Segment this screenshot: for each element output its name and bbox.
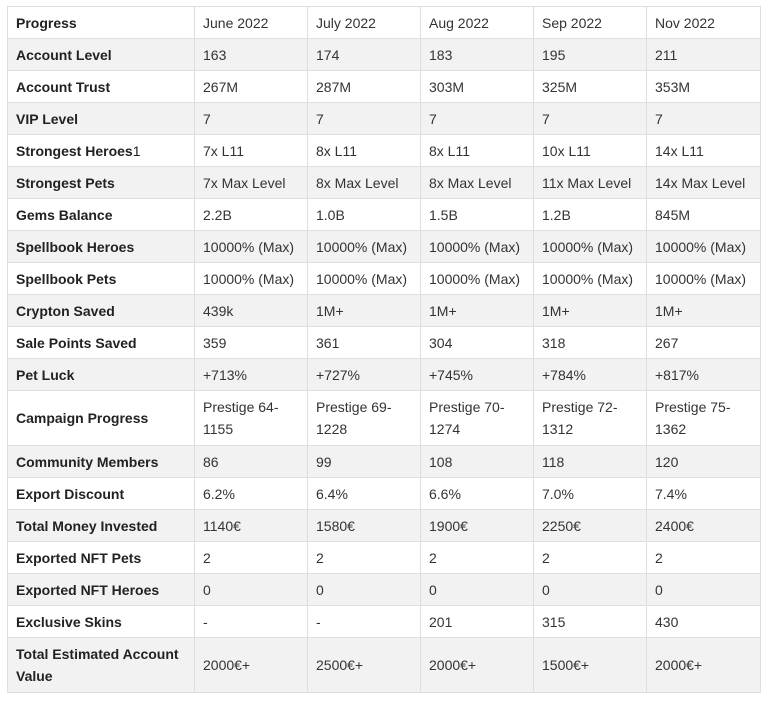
row-label-text: Strongest Pets — [16, 174, 115, 191]
table-cell: 267M — [195, 71, 308, 103]
header-cell: Aug 2022 — [421, 7, 534, 39]
table-cell: Prestige 72-1312 — [534, 391, 647, 446]
table-cell: 120 — [647, 446, 761, 478]
table-cell: 1.2B — [534, 199, 647, 231]
table-cell: 7 — [421, 103, 534, 135]
table-cell: 439k — [195, 295, 308, 327]
table-cell: 174 — [308, 39, 421, 71]
table-cell: 1M+ — [421, 295, 534, 327]
table-cell: 14x Max Level — [647, 167, 761, 199]
table-cell: 201 — [421, 606, 534, 638]
table-cell: 325M — [534, 71, 647, 103]
table-cell: 10000% (Max) — [195, 263, 308, 295]
table-cell: 303M — [421, 71, 534, 103]
table-cell: 14x L11 — [647, 135, 761, 167]
table-cell: 304 — [421, 327, 534, 359]
table-row — [8, 638, 761, 693]
table-row — [8, 103, 761, 135]
table-cell: 7 — [534, 103, 647, 135]
table-cell: 108 — [421, 446, 534, 478]
table-cell: 845M — [647, 199, 761, 231]
table-cell: 287M — [308, 71, 421, 103]
row-label — [8, 542, 195, 574]
table-cell: 10x L11 — [534, 135, 647, 167]
row-label — [8, 606, 195, 638]
table-cell: 0 — [421, 574, 534, 606]
table-cell: 8x L11 — [308, 135, 421, 167]
row-label-text: Exported NFT Pets — [16, 549, 142, 566]
row-label — [8, 263, 195, 295]
header-cell: Sep 2022 — [534, 7, 647, 39]
table-cell: 86 — [195, 446, 308, 478]
table-cell: 2500€+ — [308, 638, 421, 693]
header-cell: Nov 2022 — [647, 7, 761, 39]
row-label — [8, 446, 195, 478]
table-cell: 10000% (Max) — [421, 231, 534, 263]
table-cell: 2000€+ — [647, 638, 761, 693]
table-cell: +784% — [534, 359, 647, 391]
table-cell: 7 — [308, 103, 421, 135]
table-cell: +713% — [195, 359, 308, 391]
row-label-text: Sale Points Saved — [16, 334, 137, 351]
header-cell: June 2022 — [195, 7, 308, 39]
row-label-text: Crypton Saved — [16, 302, 115, 319]
row-label — [8, 135, 195, 167]
row-label-text: Account Level — [16, 46, 112, 63]
row-label-text: Account Trust — [16, 78, 111, 95]
table-cell: 7 — [195, 103, 308, 135]
table-cell: 2000€+ — [421, 638, 534, 693]
row-label — [8, 391, 195, 446]
table-cell: 1900€ — [421, 510, 534, 542]
row-label-text: Community Members — [16, 453, 159, 470]
table-row — [8, 391, 761, 446]
table-cell: 10000% (Max) — [534, 263, 647, 295]
table-cell: 10000% (Max) — [421, 263, 534, 295]
table-row — [8, 327, 761, 359]
row-label-text: Spellbook Heroes — [16, 238, 135, 255]
table-cell: 1140€ — [195, 510, 308, 542]
table-cell: 353M — [647, 71, 761, 103]
row-label — [8, 295, 195, 327]
table-cell: 8x Max Level — [308, 167, 421, 199]
table-cell: 2 — [647, 542, 761, 574]
table-cell: 195 — [534, 39, 647, 71]
table-cell: 7 — [647, 103, 761, 135]
table-cell: Prestige 69-1228 — [308, 391, 421, 446]
row-label-text: Total Money Invested — [16, 517, 158, 534]
header-row — [8, 7, 761, 39]
table-cell: Prestige 64-1155 — [195, 391, 308, 446]
table-cell: 1M+ — [647, 295, 761, 327]
table-cell: 7x L11 — [195, 135, 308, 167]
row-label-text: Total Estimated Account Value — [16, 646, 179, 684]
table-cell: 6.2% — [195, 478, 308, 510]
row-label — [8, 167, 195, 199]
row-label-text: Strongest Heroes — [16, 142, 133, 159]
row-label-text: VIP Level — [16, 110, 79, 127]
table-cell: 1M+ — [308, 295, 421, 327]
footnote-marker: 1 — [132, 142, 141, 159]
row-label-text: Pet Luck — [16, 366, 75, 383]
table-row — [8, 574, 761, 606]
table-row — [8, 606, 761, 638]
row-label — [8, 103, 195, 135]
row-label — [8, 71, 195, 103]
row-label — [8, 638, 195, 693]
table-cell: 8x L11 — [421, 135, 534, 167]
table-cell: 7x Max Level — [195, 167, 308, 199]
table-cell: 10000% (Max) — [308, 231, 421, 263]
table-row — [8, 510, 761, 542]
table-cell: Prestige 70-1274 — [421, 391, 534, 446]
table-cell: 2000€+ — [195, 638, 308, 693]
table-cell: 183 — [421, 39, 534, 71]
table-cell: 10000% (Max) — [308, 263, 421, 295]
table-cell: 1.0B — [308, 199, 421, 231]
table-cell: +745% — [421, 359, 534, 391]
table-cell: - — [308, 606, 421, 638]
table-cell: 430 — [647, 606, 761, 638]
row-label-text: Exclusive Skins — [16, 613, 122, 630]
table-cell: 1.5B — [421, 199, 534, 231]
row-label-text: Exported NFT Heroes — [16, 581, 160, 598]
row-label — [8, 231, 195, 263]
table-row — [8, 39, 761, 71]
table-cell: 2400€ — [647, 510, 761, 542]
table-row — [8, 542, 761, 574]
table-cell: 0 — [195, 574, 308, 606]
row-label-text: Campaign Progress — [16, 410, 149, 426]
table-cell: 8x Max Level — [421, 167, 534, 199]
table-cell: 2 — [534, 542, 647, 574]
table-cell: 2.2B — [195, 199, 308, 231]
table-cell: 0 — [647, 574, 761, 606]
table-row — [8, 135, 761, 167]
table-row — [8, 478, 761, 510]
row-label — [8, 510, 195, 542]
table-row — [8, 263, 761, 295]
table-cell: 267 — [647, 327, 761, 359]
table-cell: 315 — [534, 606, 647, 638]
table-row — [8, 167, 761, 199]
table-cell: 211 — [647, 39, 761, 71]
row-label — [8, 359, 195, 391]
table-cell: 318 — [534, 327, 647, 359]
header-cell: July 2022 — [308, 7, 421, 39]
table-cell: 359 — [195, 327, 308, 359]
table-cell: +817% — [647, 359, 761, 391]
table-cell: 0 — [308, 574, 421, 606]
row-label — [8, 327, 195, 359]
row-label — [8, 478, 195, 510]
table-cell: 10000% (Max) — [647, 263, 761, 295]
table-cell: 6.6% — [421, 478, 534, 510]
table-cell: 6.4% — [308, 478, 421, 510]
table-row — [8, 71, 761, 103]
table-cell: 2250€ — [534, 510, 647, 542]
table-cell: 7.0% — [534, 478, 647, 510]
table-row — [8, 295, 761, 327]
table-cell: 2 — [308, 542, 421, 574]
table-cell: 0 — [534, 574, 647, 606]
table-cell: 1500€+ — [534, 638, 647, 693]
table-row — [8, 446, 761, 478]
progress-table-container — [7, 6, 760, 693]
row-label-text: Gems Balance — [16, 206, 113, 223]
table-cell: 1M+ — [534, 295, 647, 327]
table-row — [8, 231, 761, 263]
table-cell: 163 — [195, 39, 308, 71]
table-cell: 2 — [421, 542, 534, 574]
table-body — [8, 39, 761, 693]
table-cell: 2 — [195, 542, 308, 574]
table-cell: 10000% (Max) — [195, 231, 308, 263]
row-label — [8, 574, 195, 606]
table-cell: - — [195, 606, 308, 638]
table-row — [8, 359, 761, 391]
table-cell: 10000% (Max) — [534, 231, 647, 263]
progress-table — [7, 6, 761, 693]
row-label — [8, 39, 195, 71]
table-cell: 99 — [308, 446, 421, 478]
table-cell: Prestige 75-1362 — [647, 391, 761, 446]
table-cell: 11x Max Level — [534, 167, 647, 199]
table-cell: +727% — [308, 359, 421, 391]
table-cell: 7.4% — [647, 478, 761, 510]
table-cell: 1580€ — [308, 510, 421, 542]
table-row — [8, 199, 761, 231]
row-label — [8, 199, 195, 231]
row-label-text: Spellbook Pets — [16, 270, 117, 287]
table-cell: 10000% (Max) — [647, 231, 761, 263]
row-label-text: Export Discount — [16, 485, 125, 502]
table-cell: 118 — [534, 446, 647, 478]
table-cell: 361 — [308, 327, 421, 359]
header-cell: Progress — [8, 7, 195, 39]
